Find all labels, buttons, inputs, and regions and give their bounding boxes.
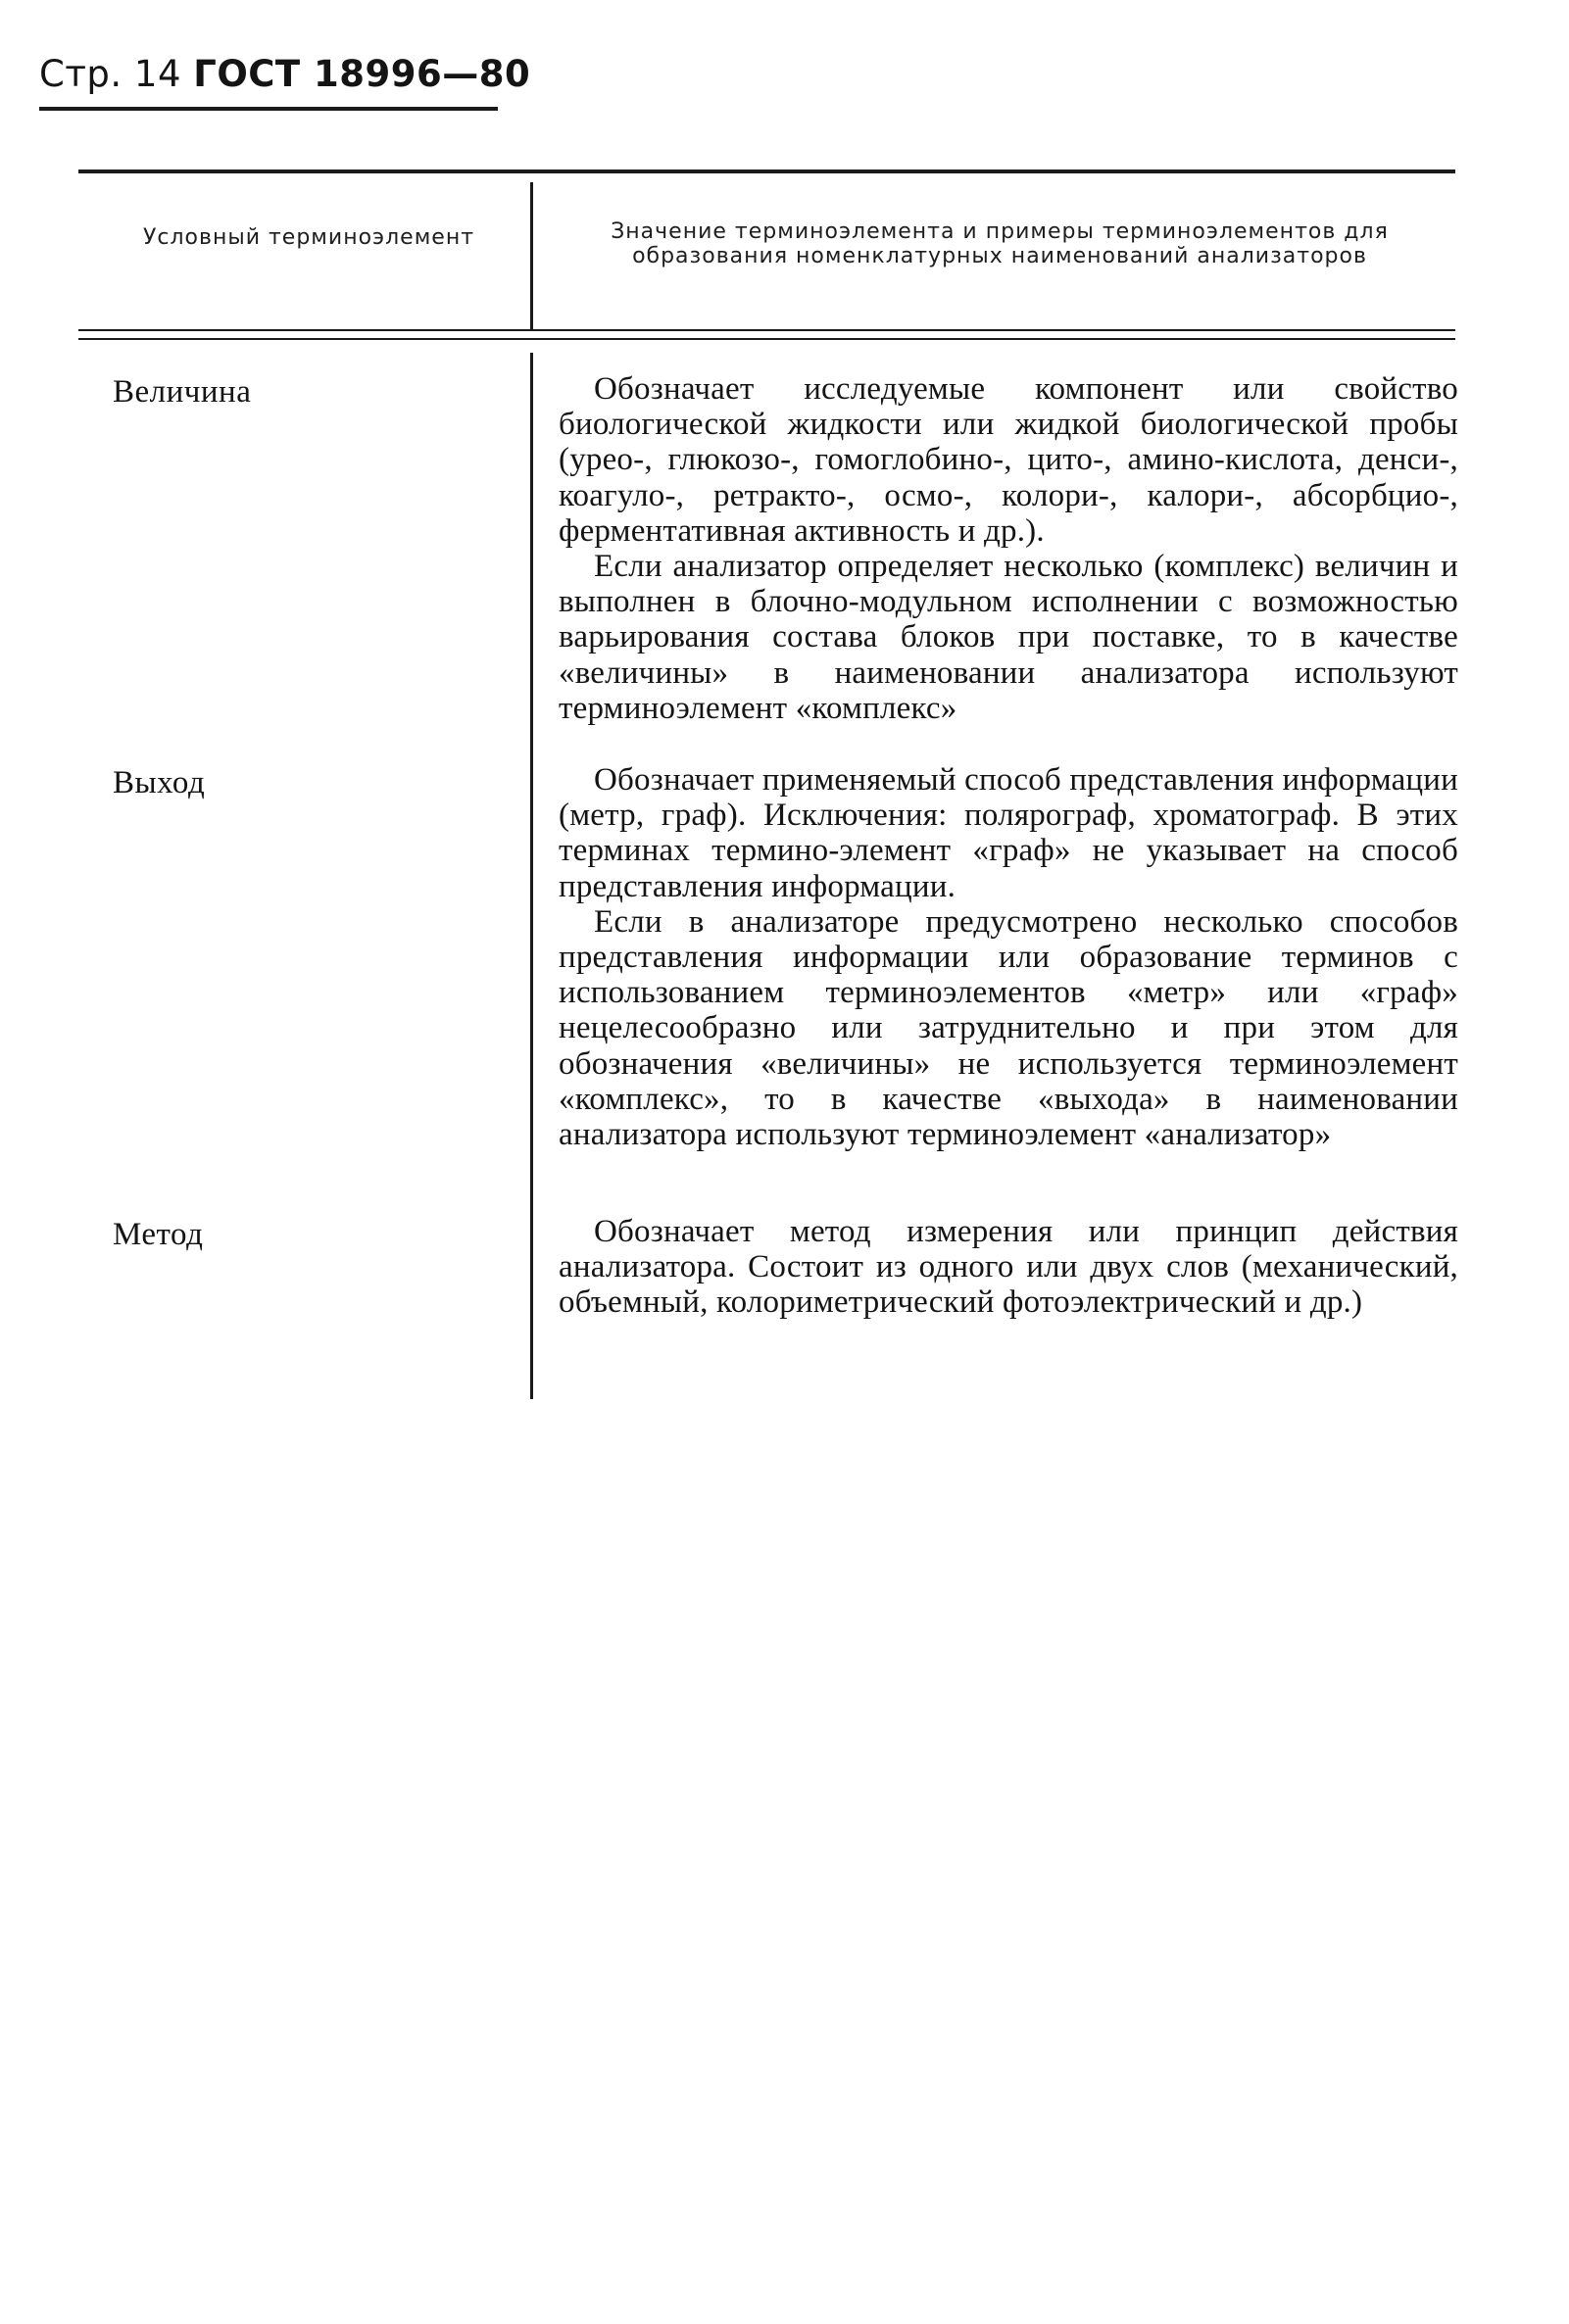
table-header-divider — [530, 182, 533, 331]
definition-paragraph: Обозначает исследуемые компонент или свойство биологической жидкости или жидкой биологической пробы (урео-, глюкозо-, гомоглобино-, цито-, амино-кислота, денси-, коагуло-, ретракто-, осмо-, колори-, калори-, абсорбцио-, ферментативная активность и др.). — [559, 371, 1458, 549]
column-header-meaning: Значение терминоэлемента и примеры терминоэлементов для образования номенклатурных наименований анализаторов — [611, 219, 1389, 268]
definition-paragraph: Если анализатор определяет несколько (комплекс) величин и выполнен в блочно-модульном исполнении с возможностью варьирования состава блоков при поставке, то в качестве «величины» в наименовании анализатора используют терминоэлемент «комплекс» — [559, 549, 1458, 726]
term-velichina: Величина — [113, 374, 252, 410]
definition-paragraph: Если в анализаторе предусмотрено несколько способов представления информации или образование терминов с использованием терминоэлементов «метр» или «граф» нецелесообразно или затруднительно и при этом для обозначения «величины» не используется терминоэлемент «комплекс», то в качестве «выхода» в наименовании анализатора используют терминоэлемент «анализатор» — [559, 903, 1458, 1153]
definition-metod — [559, 1214, 1458, 1321]
definition-paragraph: Обозначает применяемый способ представления информации (метр, граф). Исключения: полярограф, хроматограф. В этих терминах термино-элемент «граф» не указывает на способ представления информации. — [559, 762, 1458, 904]
column-header-term: Условный терминоэлемент — [142, 225, 475, 250]
header-rule — [39, 107, 498, 111]
term-metod: Метод — [113, 1217, 204, 1252]
table-body-divider — [530, 353, 533, 1399]
page-header — [39, 53, 530, 96]
table-header-rule-lower — [78, 338, 1455, 340]
page-label: Стр. 14 — [39, 53, 181, 95]
standard-number: ГОСТ 18996—80 — [193, 53, 531, 95]
table-header-rule-upper — [78, 329, 1455, 331]
definition-velichina — [559, 371, 1458, 726]
table-top-rule — [78, 169, 1455, 173]
definition-vykhod — [559, 762, 1458, 1152]
term-vykhod: Выход — [113, 765, 206, 800]
definition-paragraph: Обозначает метод измерения или принцип действия анализатора. Состоит из одного или двух слов (механический, объемный, колориметрический фотоэлектрический и др.) — [559, 1214, 1458, 1321]
